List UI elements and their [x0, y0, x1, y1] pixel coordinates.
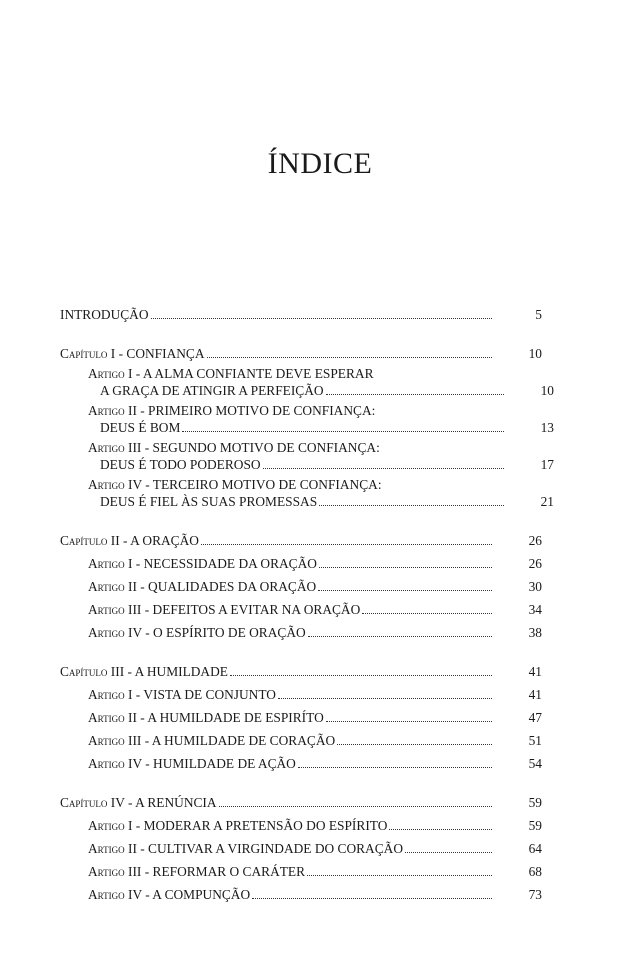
toc-chapter-3[interactable] — [60, 663, 542, 680]
toc-article-label: Artigo II - QUALIDADES DA ORAÇÃO — [88, 579, 317, 594]
toc-entry-label: INTRODUÇÃO — [60, 307, 149, 322]
page-number: 13 — [540, 420, 554, 435]
toc-article-label: Artigo III - REFORMAR O CARÁTER — [88, 864, 306, 879]
leader-dots — [182, 431, 504, 432]
toc-chapter-label: Capítulo II - A ORAÇÃO — [60, 533, 199, 548]
leader-dots — [362, 613, 492, 614]
toc-article-4-4[interactable] — [60, 886, 542, 903]
page-number: 5 — [535, 307, 542, 322]
toc-article-label: Artigo I - VISTA DE CONJUNTO — [88, 687, 276, 702]
leader-dots — [308, 636, 492, 637]
toc-article-label: Artigo III - A HUMILDADE DE CORAÇÃO — [88, 733, 336, 748]
leader-dots — [319, 567, 492, 568]
page-number: 47 — [528, 710, 542, 725]
toc-article-2-2[interactable] — [60, 578, 542, 595]
leader-dots — [326, 721, 492, 722]
toc-article-label-cont: DEUS É BOM — [100, 420, 181, 435]
toc-article-label: Artigo II - PRIMEIRO MOTIVO DE CONFIANÇA: — [88, 403, 376, 418]
leader-dots — [389, 829, 492, 830]
page-number: 41 — [528, 687, 542, 702]
table-of-contents — [60, 306, 554, 903]
toc-article-4-3[interactable] — [60, 863, 542, 880]
page-number: 26 — [528, 556, 542, 571]
page-number: 68 — [528, 864, 542, 879]
page-number: 38 — [528, 625, 542, 640]
toc-article-1-3[interactable] — [60, 439, 554, 473]
toc-chapter-1[interactable] — [60, 345, 542, 362]
toc-article-2-3[interactable] — [60, 601, 542, 618]
page-number: 64 — [528, 841, 542, 856]
toc-article-label: Artigo III - SEGUNDO MOTIVO DE CONFIANÇA: — [88, 440, 380, 455]
leader-dots — [405, 852, 492, 853]
leader-dots — [307, 875, 492, 876]
toc-article-4-2[interactable] — [60, 840, 542, 857]
toc-article-label: Artigo II - CULTIVAR A VIRGINDADE DO CORAÇÃO — [88, 841, 404, 856]
toc-article-1-1[interactable] — [60, 365, 554, 399]
toc-article-label: Artigo II - A HUMILDADE DE ESPIRÍTO — [88, 710, 324, 725]
leader-dots — [201, 544, 492, 545]
page-number: 73 — [528, 887, 542, 902]
page-number: 59 — [528, 818, 542, 833]
toc-article-label: Artigo I - A ALMA CONFIANTE DEVE ESPERAR — [88, 366, 374, 381]
toc-chapter-label: Capítulo I - CONFIANÇA — [60, 346, 205, 361]
toc-article-2-4[interactable] — [60, 624, 542, 641]
toc-article-4-1[interactable] — [60, 817, 542, 834]
toc-article-1-2[interactable] — [60, 402, 554, 436]
page-number: 17 — [540, 457, 554, 472]
leader-dots — [151, 318, 492, 319]
toc-article-2-1[interactable] — [60, 555, 542, 572]
page-number: 10 — [528, 346, 542, 361]
leader-dots — [318, 590, 492, 591]
page-title: ÍNDICE — [267, 147, 373, 180]
toc-chapter-2[interactable] — [60, 532, 542, 549]
toc-chapter-label: Capítulo IV - A RENÚNCIA — [60, 795, 217, 810]
toc-entry-introduction[interactable] — [60, 306, 542, 323]
toc-article-3-4[interactable] — [60, 755, 542, 772]
toc-article-3-2[interactable] — [60, 709, 542, 726]
leader-dots — [319, 505, 504, 506]
leader-dots — [252, 898, 492, 899]
page-number: 41 — [528, 664, 542, 679]
page-number: 54 — [528, 756, 542, 771]
leader-dots — [326, 394, 504, 395]
leader-dots — [207, 357, 492, 358]
leader-dots — [337, 744, 492, 745]
leader-dots — [298, 767, 492, 768]
toc-article-3-3[interactable] — [60, 732, 542, 749]
toc-article-label: Artigo IV - HUMILDADE DE AÇÃO — [88, 756, 296, 771]
toc-article-label-cont: DEUS É FIEL ÀS SUAS PROMESSAS — [100, 494, 318, 509]
leader-dots — [219, 806, 492, 807]
toc-article-1-4[interactable] — [60, 476, 554, 510]
page-number: 30 — [528, 579, 542, 594]
leader-dots — [230, 675, 492, 676]
toc-article-label: Artigo III - DEFEITOS A EVITAR NA ORAÇÃO — [88, 602, 361, 617]
toc-article-label: Artigo I - NECESSIDADE DA ORAÇÃO — [88, 556, 317, 571]
page-number: 10 — [540, 383, 554, 398]
toc-article-label-cont: DEUS É TODO PODEROSO — [100, 457, 261, 472]
toc-article-label: Artigo IV - TERCEIRO MOTIVO DE CONFIANÇA: — [88, 477, 382, 492]
page-number: 59 — [528, 795, 542, 810]
page-number: 21 — [540, 494, 554, 509]
page-number: 26 — [528, 533, 542, 548]
toc-article-label: Artigo IV - O ESPÍRITO DE ORAÇÃO — [88, 625, 306, 640]
toc-article-label: Artigo IV - A COMPUNÇÃO — [88, 887, 251, 902]
page-number: 51 — [528, 733, 542, 748]
leader-dots — [263, 468, 504, 469]
page-number: 34 — [528, 602, 542, 617]
leader-dots — [278, 698, 492, 699]
toc-article-label: Artigo I - MODERAR A PRETENSÃO DO ESPÍRITO — [88, 818, 388, 833]
toc-chapter-4[interactable] — [60, 794, 542, 811]
toc-article-label-cont: A GRAÇA DE ATINGIR A PERFEIÇÃO — [100, 383, 324, 398]
toc-article-3-1[interactable] — [60, 686, 542, 703]
toc-chapter-label: Capítulo III - A HUMILDADE — [60, 664, 228, 679]
